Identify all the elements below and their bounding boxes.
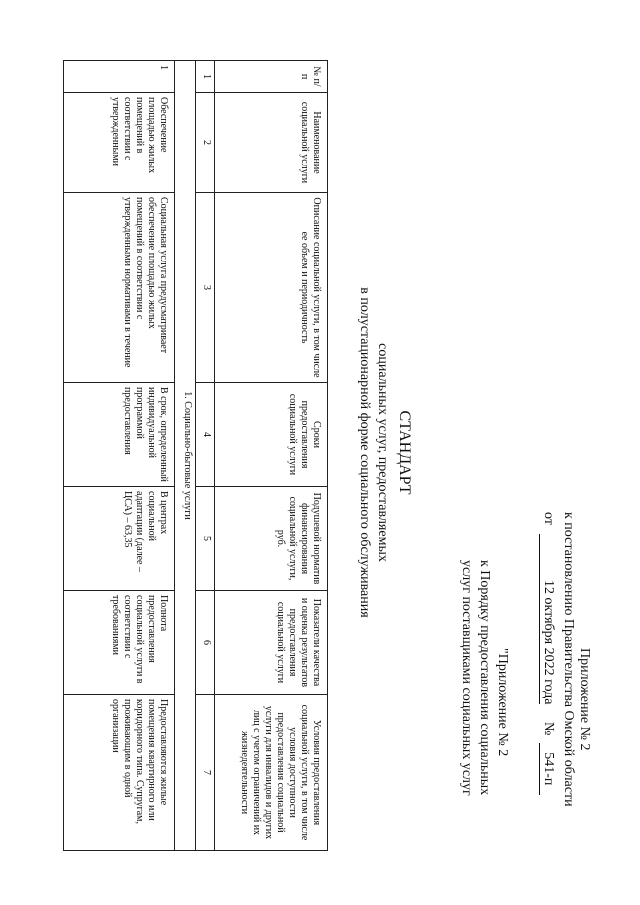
table-header-row bbox=[215, 61, 328, 851]
header-cell: Подушевой норматив финансирования социальной услуги, руб. bbox=[215, 487, 328, 591]
table-column-number-row bbox=[196, 61, 215, 851]
header-cell: Наименование социальной услуги bbox=[215, 93, 328, 193]
service-quality-cell: Полнота предоставления социальной услуги в соответствии с требованиями bbox=[64, 591, 175, 695]
header-cell: Сроки предоставления социальной услуги bbox=[215, 383, 328, 487]
header-cell: № п/п bbox=[215, 61, 328, 93]
standard-subtitle-1: социальных услуг, предоставляемых bbox=[375, 343, 390, 562]
appendix-date-value: 12 октября 2022 года bbox=[539, 534, 556, 704]
standard-subtitle-2: в полустационарной форме социального обслуживания bbox=[357, 287, 372, 618]
header-cell: Условия предоставления социальной услуги, в том числе условия доступности предоставления социальной услуги для инвалидов и других лиц с учетом ограничений их жизнедеятельности bbox=[215, 695, 328, 851]
appendix-line1: Приложение № 2 bbox=[577, 648, 592, 751]
column-number-cell: 6 bbox=[196, 591, 215, 695]
header-cell: Показатели качества и оценка результатов предоставления социальной услуги bbox=[215, 591, 328, 695]
section-heading: 1. Социально-бытовые услуги bbox=[175, 61, 196, 851]
row-number-cell: 1 bbox=[64, 61, 175, 93]
order-appendix-line1: "Приложение № 2 bbox=[495, 648, 510, 757]
appendix-number-value: 541-п bbox=[539, 743, 556, 795]
service-norm-cell: В центрах социальной адаптации (далее – ЦСА) – 63,35 bbox=[64, 487, 175, 591]
column-number-cell: 7 bbox=[196, 695, 215, 851]
column-number-cell: 4 bbox=[196, 383, 215, 487]
column-number-cell: 2 bbox=[196, 93, 215, 193]
column-number-cell: 3 bbox=[196, 193, 215, 383]
standard-table bbox=[63, 60, 328, 851]
column-number-cell: 1 bbox=[196, 61, 215, 93]
table-row bbox=[64, 61, 175, 851]
service-description-cell: Социальная услуга предусматривает обеспечение площадью жилых помещений в соответствии с утвержденными нормативами в течение bbox=[64, 193, 175, 383]
standard-title: СТАНДАРТ bbox=[396, 410, 413, 495]
appendix-line2: к постановлению Правительства Омской области bbox=[561, 512, 576, 807]
header-cell: Описание социальной услуги, в том числе ее объем и периодичность bbox=[215, 193, 328, 383]
appendix-date-line bbox=[539, 512, 556, 795]
service-terms-cell: В срок, определенный индивидуальной программой предоставления bbox=[64, 383, 175, 487]
table-section-row bbox=[175, 61, 196, 851]
order-appendix-line3: услуг поставщиками социальных услуг bbox=[459, 560, 474, 796]
column-number-cell: 5 bbox=[196, 487, 215, 591]
service-conditions-cell: Предоставляются жилые помещения квартирного или коридорного типа. Супругам, проживающим в одной организации bbox=[64, 695, 175, 851]
appendix-number-prefix: № bbox=[541, 721, 556, 736]
order-appendix-line2: к Порядку предоставления социальных bbox=[477, 560, 492, 796]
service-name-cell: Обеспечение площадью жилых помещений в соответствии с утвержденными bbox=[64, 93, 175, 193]
appendix-date-prefix: от bbox=[541, 512, 556, 525]
